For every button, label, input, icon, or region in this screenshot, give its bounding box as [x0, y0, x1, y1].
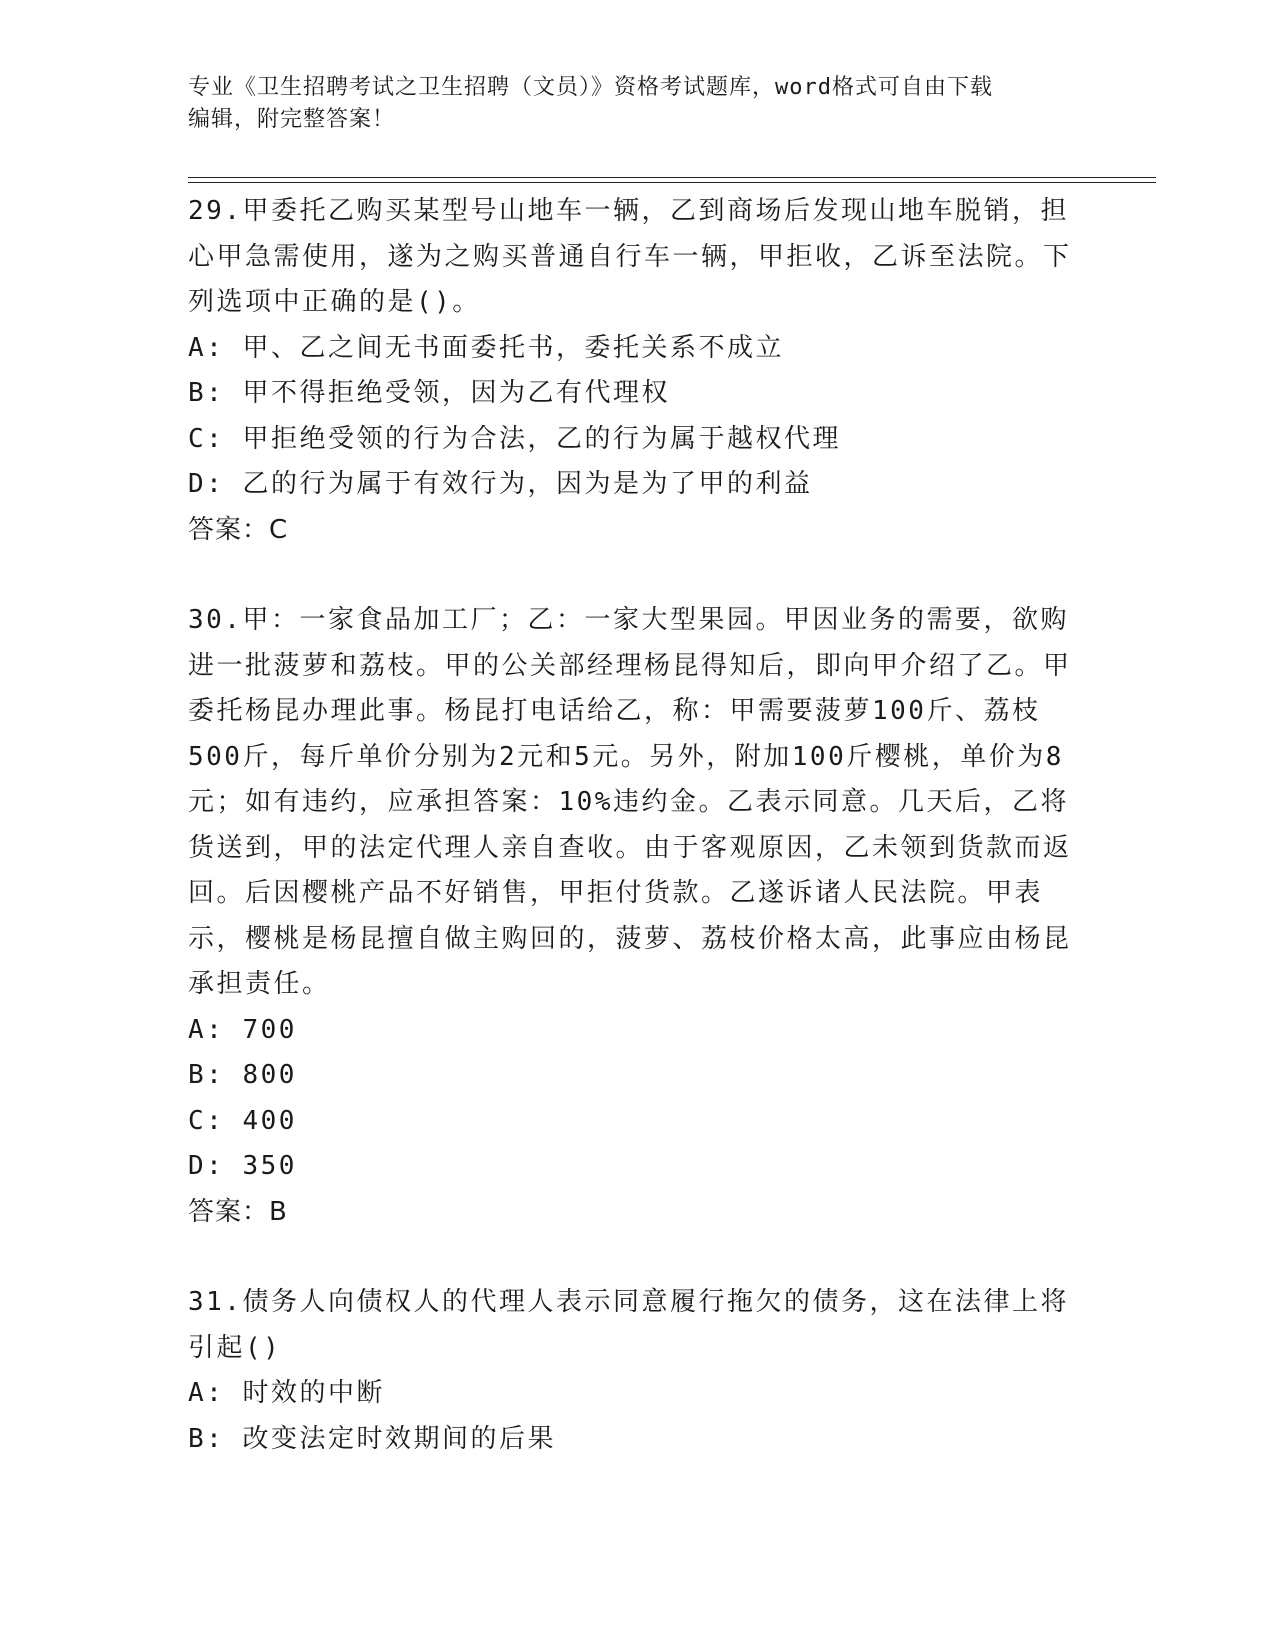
header-line-1: 专业《卫生招聘考试之卫生招聘（文员）》资格考试题库，word格式可自由下载	[188, 75, 993, 100]
answer-line: 答案：C	[188, 514, 289, 545]
option-a: A: 甲、乙之间无书面委托书，委托关系不成立	[188, 332, 784, 363]
option-b: B: 甲不得拒绝受领，因为乙有代理权	[188, 378, 670, 408]
option-d: D: 乙的行为属于有效行为，因为是为了甲的利益	[188, 469, 813, 499]
option-b: B: 改变法定时效期间的后果	[188, 1423, 556, 1454]
option-a: A: 700	[188, 1014, 297, 1045]
question-text: 29.甲委托乙购买某型号山地车一辆，乙到商场后发现山地车脱销，担心甲急需使用，遂为之购买普通自行车一辆，甲拒收，乙诉至法院。下列选项中正确的是()。	[188, 196, 1072, 317]
question-text: 30.甲：一家食品加工厂；乙：一家大型果园。甲因业务的需要，欲购进一批菠萝和荔枝。甲的公关部经理杨昆得知后，即向甲介绍了乙。甲委托杨昆办理此事。杨昆打电话给乙，称：甲需要菠萝100斤、荔枝500斤，每斤单价分别为2元和5元。另外，附加100斤樱桃，单价为8元；如有违约，应承担答案：10%违约金。乙表示同意。几天后，乙将货送到，甲的法定代理人亲自查收。由于客观原因，乙未领到货款而返回。后因樱桃产品不好销售，甲拒付货款。乙遂诉诸人民法院。甲表示，樱桃是杨昆擅自做主购回的，菠萝、荔枝价格太高，此事应由杨昆承担责任。	[188, 605, 1072, 999]
question-31	[188, 1280, 1088, 1462]
header-line-2: 编辑，附完整答案！	[188, 107, 396, 132]
answer-line: 答案：B	[188, 1196, 288, 1227]
question-text: 31.债务人向债权人的代理人表示同意履行拖欠的债务，这在法律上将引起()	[188, 1287, 1069, 1363]
question-spacer	[188, 553, 1088, 598]
header-divider-bottom	[188, 182, 1156, 183]
option-a: A: 时效的中断	[188, 1378, 385, 1408]
page-header	[188, 72, 1088, 136]
option-c: C: 甲拒绝受领的行为合法，乙的行为属于越权代理	[188, 423, 841, 454]
option-c: C: 400	[188, 1105, 297, 1136]
question-29	[188, 189, 1088, 553]
option-b: B: 800	[188, 1060, 297, 1090]
question-list	[188, 189, 1088, 1462]
question-spacer	[188, 1235, 1088, 1280]
question-30	[188, 598, 1088, 1235]
header-divider-top	[188, 177, 1156, 178]
option-d: D: 350	[188, 1151, 297, 1181]
